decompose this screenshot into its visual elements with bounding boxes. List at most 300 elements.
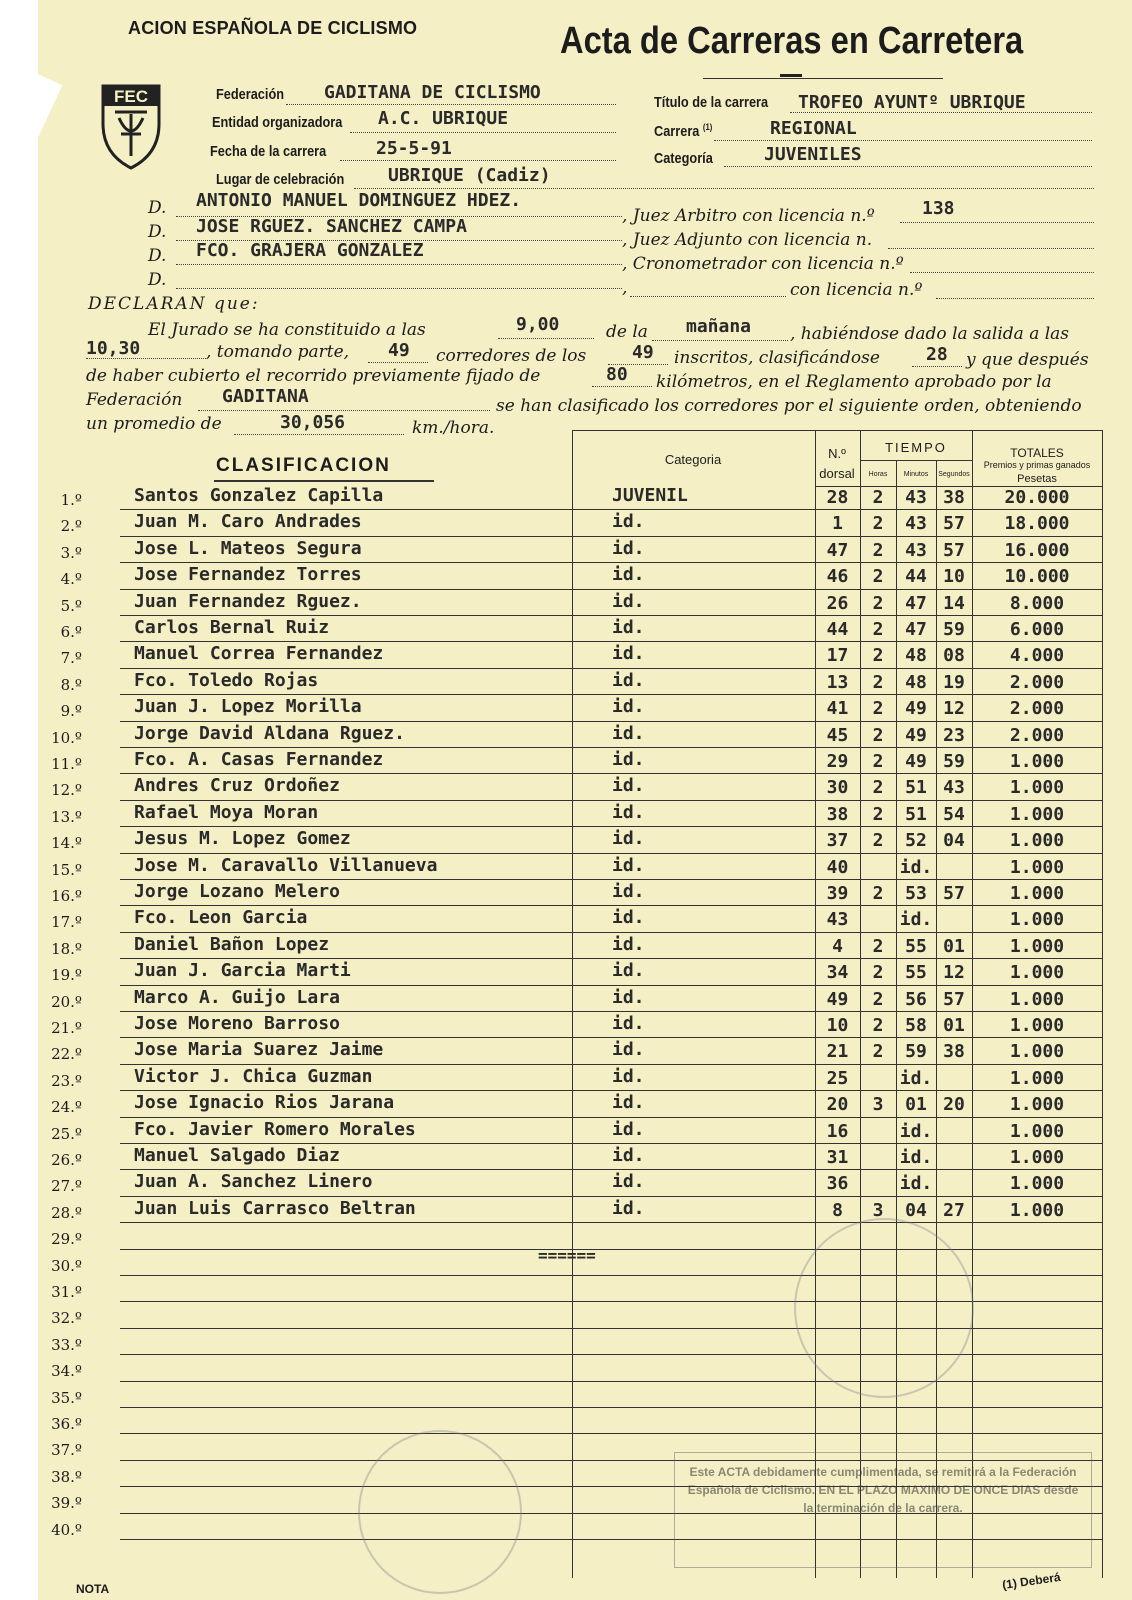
- rider-category: id.: [612, 1065, 645, 1087]
- decl-km: 80: [606, 364, 628, 385]
- categoria-label: Categoría: [654, 150, 713, 167]
- prize-pesetas: 1.000: [1009, 856, 1065, 878]
- dorsal-number: 1: [832, 513, 843, 535]
- row-rule: [120, 1143, 1102, 1144]
- row-position: 14.º: [51, 834, 82, 853]
- official-3-line: [176, 264, 622, 265]
- official-4-role: ,: [622, 278, 628, 298]
- time-minutes: id.: [899, 909, 933, 931]
- time-seconds: 27: [943, 1199, 965, 1221]
- time-seconds: 38: [943, 1041, 965, 1063]
- dorsal-number: 4: [832, 935, 843, 957]
- dorsal-number: 31: [826, 1147, 849, 1168]
- row-position: 24.º: [51, 1098, 82, 1117]
- fecha-line: [340, 160, 616, 161]
- rider-name: Santos Gonzalez Capilla: [134, 485, 384, 506]
- time-seconds: 10: [943, 566, 965, 588]
- decl-hora: 9,00: [516, 314, 560, 335]
- official-4-prefix: D.: [148, 270, 167, 290]
- title-underline-mark: [780, 74, 802, 77]
- time-seconds: 01: [943, 1015, 965, 1036]
- decl-km-line: [592, 386, 652, 387]
- prize-pesetas: 8.000: [1009, 592, 1065, 614]
- decl-promedio: 30,056: [280, 412, 346, 433]
- prize-pesetas: 1.000: [1009, 935, 1065, 957]
- row-position: 20.º: [51, 992, 82, 1011]
- row-position: 2.º: [60, 517, 82, 536]
- rider-category: id.: [612, 801, 645, 823]
- row-rule: [120, 1249, 1102, 1250]
- time-seconds: 08: [943, 645, 965, 667]
- torn-corner: [38, 60, 62, 230]
- prize-pesetas: 1.000: [1009, 803, 1065, 825]
- rider-name: Juan Luis Carrasco Beltran: [134, 1197, 416, 1219]
- decl-clasificados: 28: [926, 344, 948, 365]
- carrera-label-text: Carrera: [654, 123, 700, 140]
- dorsal-number: 8: [832, 1199, 843, 1221]
- carrera-line: [714, 140, 1092, 141]
- time-minutes: id.: [899, 1173, 933, 1195]
- row-rule: [120, 747, 1102, 748]
- time-seconds: 14: [943, 592, 965, 614]
- row-rule: [120, 932, 1102, 933]
- row-position: 3.º: [60, 543, 82, 562]
- row-position: 1.º: [60, 491, 82, 509]
- time-hours: 2: [872, 883, 884, 904]
- col-totales-1: TOTALES: [1010, 446, 1064, 460]
- rider-name: Jose Ignacio Rios Jarana: [134, 1092, 395, 1114]
- official-3-licence-line: [910, 272, 1094, 273]
- time-minutes: 55: [905, 935, 927, 957]
- time-minutes: 48: [905, 671, 927, 693]
- decl-federacion: GADITANA: [222, 386, 309, 407]
- rider-category: id.: [612, 537, 645, 559]
- prize-pesetas: 1.000: [1009, 962, 1065, 984]
- time-minutes: 47: [905, 592, 927, 614]
- row-position: 22.º: [51, 1045, 82, 1064]
- time-minutes: 47: [905, 619, 927, 640]
- row-rule: [120, 879, 1102, 880]
- row-position: 38.º: [51, 1467, 82, 1486]
- declaran: DECLARAN que:: [88, 294, 260, 314]
- dorsal-number: 39: [826, 883, 849, 904]
- row-rule: [120, 1011, 1102, 1012]
- table-vline-7: [1102, 430, 1103, 1578]
- col-segundos: Segundos: [938, 471, 970, 478]
- time-minutes: id.: [899, 1067, 933, 1089]
- time-minutes: 58: [905, 1015, 927, 1036]
- row-position: 28.º: [51, 1203, 82, 1222]
- table-top-rule: [572, 430, 1102, 431]
- time-minutes: 49: [905, 751, 927, 772]
- row-rule: [120, 800, 1102, 801]
- row-position: 12.º: [51, 781, 82, 800]
- rider-category: id.: [612, 643, 645, 665]
- row-rule: [120, 562, 1102, 563]
- rider-category: id.: [612, 933, 645, 955]
- dorsal-number: 29: [826, 751, 849, 772]
- titulo-value: TROFEO AYUNTº UBRIQUE: [798, 92, 1026, 113]
- row-rule: [120, 1090, 1102, 1091]
- row-rule: [120, 694, 1102, 695]
- row-rule: [120, 721, 1102, 722]
- decl-promedio-line: [234, 434, 404, 435]
- time-hours: 2: [872, 698, 884, 720]
- rider-name: Juan A. Sanchez Linero: [134, 1171, 373, 1193]
- rider-name: Rafael Moya Moran: [134, 801, 319, 823]
- decl-inscritos: 49: [632, 342, 654, 363]
- rider-name: Juan J. Garcia Marti: [134, 960, 351, 982]
- dorsal-number: 45: [826, 724, 849, 746]
- row-rule: [120, 1381, 1102, 1382]
- rider-name: Juan Fernandez Rguez.: [134, 590, 362, 612]
- row-position: 21.º: [51, 1019, 82, 1037]
- rider-name: Fco. Toledo Rojas: [134, 669, 319, 691]
- decl-t5: corredores de los: [436, 346, 587, 366]
- time-hours: 2: [872, 962, 884, 984]
- time-seconds: 19: [943, 671, 965, 693]
- prize-pesetas: 1.000: [1009, 1041, 1065, 1063]
- time-hours: 2: [872, 751, 884, 772]
- time-minutes: 43: [905, 487, 927, 508]
- rider-category: id.: [612, 696, 645, 718]
- decl-t8: de haber cubierto el recorrido previamente fijado de: [86, 366, 541, 386]
- prize-pesetas: 1.000: [1009, 1147, 1065, 1168]
- time-hours: 2: [872, 1041, 884, 1063]
- row-rule: [120, 985, 1102, 986]
- document-page: [38, 0, 1132, 1600]
- decl-manana: mañana: [686, 316, 752, 337]
- time-minutes: 56: [905, 988, 927, 1010]
- rider-name: Manuel Salgado Diaz: [134, 1145, 340, 1166]
- time-minutes: 52: [905, 830, 927, 852]
- row-position: 36.º: [51, 1415, 82, 1433]
- rider-name: Andres Cruz Ordoñez: [134, 775, 340, 797]
- dorsal-number: 13: [826, 671, 849, 693]
- rider-category: id.: [612, 1145, 645, 1166]
- clasificacion-heading: CLASIFICACION: [216, 455, 391, 476]
- submission-note-box: Este ACTA debidamente cumplimentada, se remitirá a la Federación Española de Ciclismo. EN EL PLAZO MAXIMO DE ONCE DIAS desde la terminación de la carrera.: [674, 1452, 1092, 1568]
- time-minutes: 51: [905, 777, 927, 799]
- official-3-role: , Cronometrador con licencia n.º: [622, 254, 904, 274]
- time-minutes: id.: [899, 856, 933, 878]
- col-totales-2: Premios y primas ganados: [983, 460, 1091, 470]
- clasificacion-underline: [214, 480, 434, 482]
- official-4-licence-line: [936, 298, 1094, 299]
- carrera-note: (1): [702, 122, 713, 132]
- rider-category: id.: [612, 881, 645, 902]
- dorsal-number: 16: [826, 1120, 849, 1142]
- time-hours: 2: [872, 487, 884, 508]
- time-hours: 2: [872, 671, 884, 693]
- rider-name: Fco. Leon Garcia: [134, 907, 308, 929]
- decl-federacion-line: [198, 410, 490, 411]
- rider-name: Marco A. Guijo Lara: [134, 986, 340, 1008]
- dorsal-number: 28: [826, 487, 849, 508]
- row-rule: [120, 1117, 1102, 1118]
- prize-pesetas: 1.000: [1009, 1094, 1065, 1116]
- lugar-line: [354, 188, 1094, 189]
- time-hours: 2: [872, 619, 884, 640]
- official-2-role: , Juez Adjunto con licencia n.: [622, 230, 873, 250]
- federation-name: ACION ESPAÑOLA DE CICLISMO: [128, 18, 418, 38]
- row-rule: [120, 509, 1102, 510]
- dorsal-number: 38: [826, 803, 849, 825]
- time-hours: 3: [872, 1094, 884, 1116]
- federacion-line: [286, 104, 616, 105]
- dorsal-number: 44: [826, 619, 849, 640]
- time-seconds: 57: [943, 988, 965, 1010]
- row-rule: [120, 1037, 1102, 1038]
- time-minutes: 43: [905, 513, 927, 535]
- time-minutes: 04: [905, 1199, 927, 1221]
- row-rule: [120, 1433, 1102, 1434]
- row-position: 11.º: [51, 755, 82, 773]
- row-position: 6.º: [60, 623, 82, 641]
- row-rule: [120, 641, 1102, 642]
- rider-name: Jose Moreno Barroso: [134, 1013, 340, 1034]
- document-title: Acta de Carreras en Carretera: [560, 20, 1024, 62]
- rider-category: id.: [612, 960, 645, 982]
- rider-name: Jose L. Mateos Segura: [134, 537, 362, 559]
- prize-pesetas: 1.000: [1009, 1199, 1065, 1221]
- row-position: 9.º: [60, 702, 82, 721]
- rider-name: Jose Fernandez Torres: [134, 564, 362, 586]
- dorsal-number: 46: [826, 566, 849, 588]
- row-rule: [120, 826, 1102, 827]
- row-position: 16.º: [51, 887, 82, 905]
- carrera-label: [654, 122, 712, 140]
- prize-pesetas: 2.000: [1009, 671, 1065, 693]
- official-3-name: FCO. GRAJERA GONZALEZ: [196, 240, 424, 261]
- row-position: 32.º: [51, 1309, 82, 1328]
- row-position: 30.º: [51, 1256, 82, 1275]
- time-seconds: 38: [943, 487, 965, 508]
- footer-nota: NOTA: [76, 1582, 110, 1596]
- rider-category: id.: [612, 828, 645, 850]
- time-minutes: 49: [905, 698, 927, 720]
- prize-pesetas: 1.000: [1009, 909, 1065, 931]
- row-rule: [120, 1407, 1102, 1408]
- official-2-licence-line: [888, 248, 1094, 249]
- decl-t4: , tomando parte,: [206, 342, 350, 362]
- rider-category: id.: [612, 1118, 645, 1140]
- time-seconds: 23: [943, 724, 965, 746]
- row-position: 40.º: [51, 1520, 82, 1539]
- rider-name: Jorge David Aldana Rguez.: [134, 722, 405, 744]
- time-seconds: 57: [943, 539, 965, 561]
- dorsal-number: 47: [826, 539, 849, 561]
- row-rule: [120, 536, 1102, 537]
- rider-category: id.: [612, 617, 645, 638]
- time-minutes: 49: [905, 724, 927, 746]
- col-dorsal-1: N.º: [828, 446, 846, 461]
- rider-name: Fco. A. Casas Fernandez: [134, 749, 384, 770]
- dorsal-number: 49: [826, 988, 849, 1010]
- time-minutes: 48: [905, 645, 927, 667]
- prize-pesetas: 1.000: [1009, 883, 1065, 904]
- decl-t7: y que después: [966, 350, 1089, 370]
- official-4-line: [176, 288, 622, 289]
- prize-pesetas: 1.000: [1009, 1120, 1065, 1142]
- rider-name: Juan M. Caro Andrades: [134, 511, 362, 533]
- rider-category: id.: [612, 722, 645, 744]
- official-1-name: ANTONIO MANUEL DOMINGUEZ HDEZ.: [196, 190, 522, 211]
- time-minutes: 44: [905, 566, 927, 588]
- lugar-value: UBRIQUE (Cadiz): [388, 165, 551, 186]
- entidad-line: [350, 132, 616, 133]
- time-hours: 2: [872, 645, 884, 667]
- rider-category: id.: [612, 564, 645, 586]
- rider-category: id.: [612, 749, 645, 770]
- row-position: 26.º: [51, 1151, 82, 1169]
- time-minutes: id.: [899, 1120, 933, 1142]
- row-position: 29.º: [51, 1230, 82, 1249]
- time-seconds: 20: [943, 1094, 965, 1116]
- time-hours: 2: [872, 935, 884, 957]
- official-4-role2: con licencia n.º: [790, 280, 923, 300]
- prize-pesetas: 2.000: [1009, 698, 1065, 720]
- entidad-value: A.C. UBRIQUE: [378, 108, 509, 129]
- time-minutes: 55: [905, 962, 927, 984]
- time-seconds: 43: [943, 777, 965, 799]
- decl-t10: Federación: [86, 390, 183, 410]
- prize-pesetas: 16.000: [1004, 539, 1070, 561]
- official-1-prefix: D.: [148, 198, 167, 218]
- official-1-role: , Juez Arbitro con licencia n.º: [622, 206, 875, 226]
- decl-t9: kilómetros, en el Reglamento aprobado por la: [656, 372, 1052, 392]
- federacion-label: Federación: [216, 86, 285, 103]
- time-hours: 2: [872, 513, 884, 535]
- time-seconds: 12: [943, 698, 965, 720]
- rider-name: Carlos Bernal Ruiz: [134, 617, 330, 638]
- prize-pesetas: 10.000: [1004, 566, 1070, 588]
- row-rule: [120, 958, 1102, 959]
- row-rule: [120, 1064, 1102, 1065]
- prize-pesetas: 1.000: [1009, 1015, 1065, 1036]
- time-minutes: 51: [905, 803, 927, 825]
- row-position: 33.º: [51, 1335, 82, 1354]
- rider-category: id.: [612, 669, 645, 691]
- rider-name: Fco. Javier Romero Morales: [134, 1118, 416, 1140]
- rider-category: id.: [612, 907, 645, 929]
- dorsal-number: 10: [826, 1015, 849, 1036]
- categoria-line: [724, 166, 1092, 167]
- official-1-licence: 138: [922, 198, 955, 219]
- time-hours: 2: [872, 539, 884, 561]
- row-position: 31.º: [51, 1283, 82, 1301]
- rider-name: Jose Maria Suarez Jaime: [134, 1039, 384, 1061]
- decl-manana-line: [652, 340, 788, 341]
- dorsal-number: 43: [826, 909, 849, 931]
- official-3-prefix: D.: [148, 246, 167, 266]
- row-position: 10.º: [51, 728, 82, 747]
- decl-t1: El Jurado se ha constituido a las: [148, 320, 426, 340]
- time-seconds: 57: [943, 513, 965, 535]
- fecha-value: 25-5-91: [376, 138, 452, 159]
- lugar-label: Lugar de celebración: [216, 171, 345, 188]
- time-minutes: 59: [905, 1041, 927, 1063]
- col-horas: Horas: [868, 471, 888, 478]
- rider-category: id.: [612, 511, 645, 533]
- dorsal-number: 34: [826, 962, 849, 984]
- prize-pesetas: 6.000: [1009, 619, 1065, 640]
- row-position: 18.º: [51, 939, 82, 958]
- row-position: 19.º: [51, 966, 82, 985]
- row-position: 23.º: [51, 1071, 82, 1090]
- rider-name: Victor J. Chica Guzman: [134, 1065, 373, 1087]
- rider-category: id.: [612, 775, 645, 797]
- row-rule: [120, 1222, 1102, 1223]
- fecha-label: Fecha de la carrera: [210, 143, 327, 160]
- fec-logo: [101, 84, 161, 170]
- decl-corredores-line: [368, 362, 428, 363]
- dorsal-number: 37: [826, 830, 849, 852]
- row-rule: [120, 668, 1102, 669]
- row-rule: [120, 1169, 1102, 1170]
- row-position: 35.º: [51, 1388, 82, 1407]
- row-rule: [120, 1196, 1102, 1197]
- decl-t12: un promedio de: [86, 414, 222, 434]
- time-hours: 2: [872, 566, 884, 588]
- official-1-licence-line: [900, 222, 1094, 223]
- time-hours: 2: [872, 988, 884, 1010]
- row-position: 8.º: [60, 675, 82, 694]
- prize-pesetas: 1.000: [1009, 777, 1065, 799]
- col-categoria: Categoria: [664, 452, 722, 467]
- rider-name: Juan J. Lopez Morilla: [134, 696, 362, 718]
- prize-pesetas: 20.000: [1004, 487, 1070, 508]
- row-rule: [120, 853, 1102, 854]
- rider-category: id.: [612, 1039, 645, 1061]
- decl-t3: , habiéndose dado la salida a las: [790, 324, 1070, 344]
- row-rule: [120, 615, 1102, 616]
- decl-t6: inscritos, clasificándose: [674, 348, 880, 368]
- col-totales-3: Pesetas: [1017, 473, 1057, 485]
- decl-t13: km./hora.: [412, 418, 495, 438]
- row-rule: [120, 589, 1102, 590]
- entidad-label: Entidad organizadora: [212, 114, 343, 131]
- decl-salida: 10,30: [86, 338, 141, 359]
- faint-stamp: [794, 1218, 974, 1398]
- title-underline: [703, 78, 943, 79]
- end-mark: ======: [538, 1246, 596, 1265]
- prize-pesetas: 18.000: [1004, 513, 1070, 535]
- dorsal-number: 21: [826, 1041, 849, 1063]
- row-rule: [120, 773, 1102, 774]
- decl-corredores: 49: [388, 340, 410, 361]
- row-position: 4.º: [60, 570, 82, 589]
- decl-t2: de la: [606, 322, 648, 342]
- time-minutes: 43: [905, 539, 927, 561]
- col-tiempo: TIEMPO: [885, 440, 947, 455]
- time-seconds: 59: [943, 619, 965, 640]
- rider-category: id.: [612, 1171, 645, 1193]
- time-seconds: 57: [943, 883, 965, 904]
- tiempo-rule: [860, 460, 972, 461]
- row-position: 15.º: [51, 860, 82, 879]
- decl-salida-line: [86, 358, 206, 359]
- rider-name: Jorge Lozano Melero: [134, 881, 340, 902]
- row-position: 7.º: [60, 649, 82, 668]
- prize-pesetas: 1.000: [1009, 830, 1065, 852]
- rider-name: Manuel Correa Fernandez: [134, 643, 384, 665]
- decl-hora-line: [498, 338, 594, 339]
- faint-stamp-lower: [358, 1430, 522, 1594]
- row-position: 17.º: [51, 913, 82, 932]
- footer-corner-note: (1) Deberá: [1001, 1569, 1062, 1593]
- row-position: 5.º: [60, 596, 82, 615]
